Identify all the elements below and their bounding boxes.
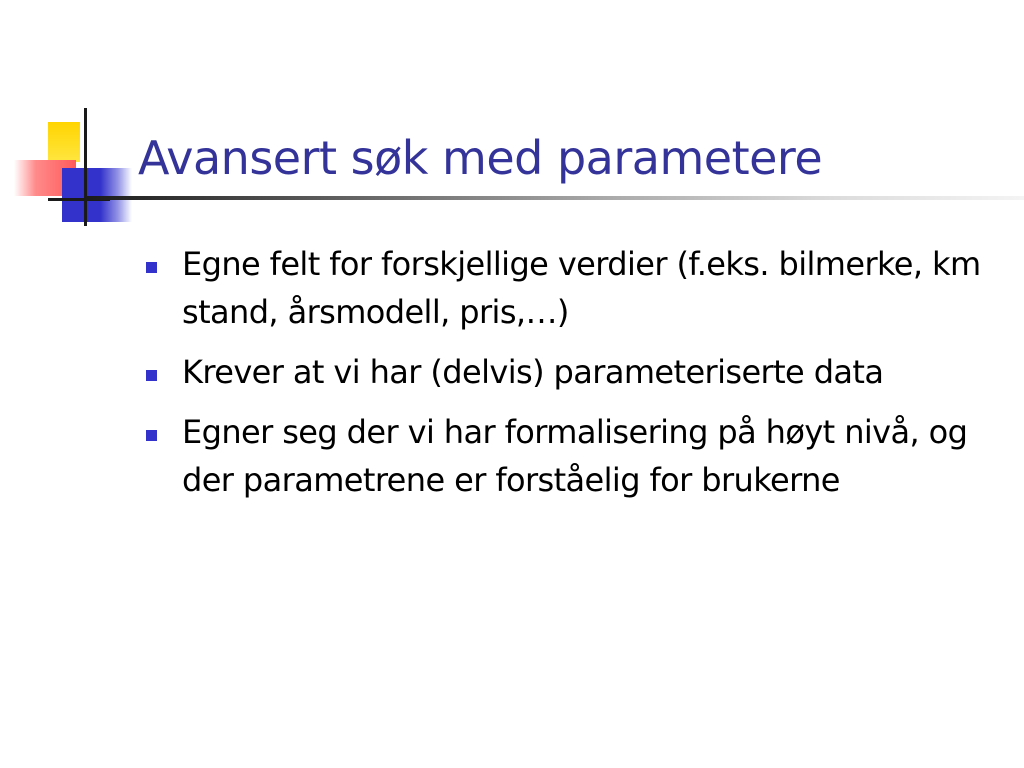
- bullet-list: [144, 240, 1014, 516]
- square-bullet-icon: [146, 430, 157, 441]
- bullet-text: Egne felt for forskjellige verdier (f.eks. bilmerke, km stand, årsmodell, pris,…): [182, 245, 981, 331]
- bullet-text: Egner seg der vi har formalisering på høyt nivå, og der parametrene er forståelig for brukerne: [182, 413, 968, 499]
- bullet-text: Krever at vi har (delvis) parameteriserte data: [182, 353, 884, 391]
- square-bullet-icon: [146, 262, 157, 273]
- blue-square-deco: [62, 168, 132, 222]
- bullet-item: [144, 240, 1014, 336]
- title-underline: [84, 196, 1024, 200]
- bullet-item: [144, 348, 1014, 396]
- yellow-square-deco: [48, 122, 80, 162]
- vertical-line-deco: [84, 108, 87, 226]
- slide-title: Avansert søk med parametere: [138, 131, 823, 185]
- bullet-item: [144, 408, 1014, 504]
- square-bullet-icon: [146, 370, 157, 381]
